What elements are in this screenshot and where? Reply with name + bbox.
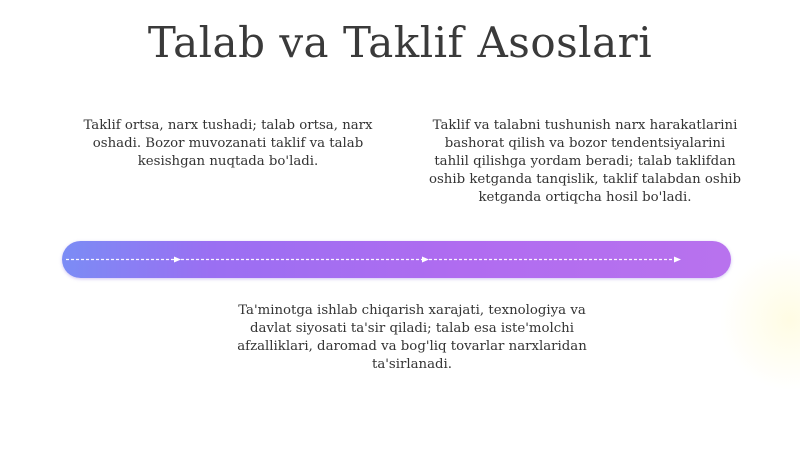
arrow-1-icon: [174, 257, 181, 263]
text-block-left: Taklif ortsa, narx tushadi; talab ortsa, narx oshadi. Bozor muvozanati taklif va talab kesishgan nuqtada bo'ladi.: [83, 118, 373, 169]
slide-title: Talab va Taklif Asoslari: [147, 18, 653, 67]
timeline-bar: [62, 241, 731, 278]
timeline-flow-line: [62, 241, 731, 278]
arrow-2-icon: [422, 257, 429, 263]
text-block-right: Taklif va talabni tushunish narx harakatlarini bashorat qilish va bozor tendentsiyalarini tahlil qilishga yordam beradi; talab taklifdan oshib ketganda tanqislik, taklif talabdan oshib ketganda ortiqcha hosil bo'ladi.: [428, 118, 742, 205]
text-block-bottom: Ta'minotga ishlab chiqarish xarajati, texnologiya va davlat siyosati ta'sir qiladi; talab esa iste'molchi afzalliklari, daromad va bog'liq tovarlar narxlaridan ta'sirlanadi.: [237, 303, 587, 372]
arrow-3-icon: [674, 257, 681, 263]
